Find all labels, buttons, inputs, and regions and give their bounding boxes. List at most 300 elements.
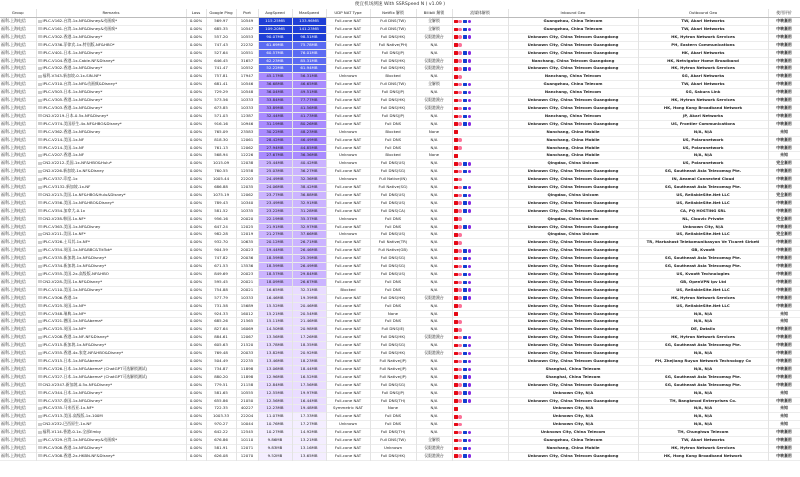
netflix-icon — [454, 107, 458, 111]
rating-cell: 中转套用 — [768, 73, 800, 81]
netflix-icon — [454, 59, 458, 63]
table-row[interactable] — [0, 239, 800, 247]
netflix-icon — [454, 439, 458, 443]
table-row[interactable] — [0, 326, 800, 334]
bilibili-icon — [458, 265, 462, 269]
loss-cell: 0.00% — [186, 215, 206, 223]
group-cell: 福利-上海电信 — [0, 112, 36, 120]
max-speed-cell: 21.46MB — [292, 318, 326, 326]
table-row[interactable] — [0, 57, 800, 65]
table-row[interactable] — [0, 365, 800, 373]
port-cell: 20021 — [236, 278, 258, 286]
max-speed-cell: 46.49MB — [292, 136, 326, 144]
port-cell: 10553 — [236, 33, 258, 41]
table-row[interactable] — [0, 191, 800, 199]
bilibili-cell: N/A — [416, 49, 452, 57]
table-row[interactable] — [0, 247, 800, 255]
table-row[interactable] — [0, 152, 800, 160]
bilibili-icon — [458, 99, 462, 103]
disney-icon — [463, 162, 467, 166]
rating-cell: 未知 — [768, 405, 800, 413]
streaming-icons-cell — [452, 247, 508, 255]
table-row[interactable] — [0, 381, 800, 389]
remarks-cell: IPLC-V337-泰国-1x-NF&Disney* — [36, 397, 186, 405]
table-row[interactable] — [0, 136, 800, 144]
netflix-cell: Full DNS — [370, 286, 416, 294]
column-header[interactable]: 流媒体解锁 — [452, 9, 508, 18]
bilibili-icon — [458, 209, 462, 213]
inbound-geo-cell: Nanchang, China Mobile — [508, 136, 638, 144]
remarks-cell: IPLC-V362-香港-1x-NF&Disney — [36, 128, 186, 136]
remarks-cell: IPLC-V325-英国-1x-NF* — [36, 326, 186, 334]
streaming-app-icon — [468, 281, 472, 285]
port-cell: 10635 — [236, 239, 258, 247]
group-cell: 福利-上海电信 — [0, 429, 36, 437]
port-cell: 12062 — [236, 191, 258, 199]
streaming-icons-cell — [452, 104, 508, 112]
nat-type-cell: Full-cone NAT — [326, 136, 370, 144]
table-row[interactable] — [0, 176, 800, 184]
flag-icon — [38, 99, 42, 102]
max-speed-cell: 20.46MB — [292, 302, 326, 310]
ping-cell: 681.41 — [206, 81, 236, 89]
bilibili-icon — [458, 162, 462, 166]
netflix-icon — [454, 75, 458, 79]
table-row[interactable] — [0, 437, 800, 445]
inbound-geo-cell: Unknown City, China Telecom Guangdong — [508, 184, 638, 192]
loss-cell: 0.00% — [186, 326, 206, 334]
inbound-geo-cell: Unknown City, China Telecom Guangdong — [508, 41, 638, 49]
loss-cell: 0.00% — [186, 255, 206, 263]
remarks-cell: IPLC-V356-美国-1x-NF&HBO&Disney* — [36, 199, 186, 207]
avg-speed-cell: 15.21MB — [258, 310, 292, 318]
outbound-geo-cell: CA, PQ HOSTING SRL — [638, 207, 768, 215]
outbound-geo-cell: TH, Chunghwa Telecom — [638, 429, 768, 437]
netflix-cell: Full DNS(US) — [370, 231, 416, 239]
max-speed-cell: 17.26MB — [292, 334, 326, 342]
table-row[interactable] — [0, 429, 800, 437]
netflix-cell: Full DNS(HK) — [370, 33, 416, 41]
table-row[interactable] — [0, 286, 800, 294]
ping-cell: 734.87 — [206, 365, 236, 373]
netflix-icon — [454, 383, 458, 387]
port-cell: 20033 — [236, 350, 258, 358]
max-speed-cell: 14.92MB — [292, 429, 326, 437]
bilibili-cell: N/A — [416, 89, 452, 97]
inbound-geo-cell: Nanchang, China Mobile — [508, 152, 638, 160]
rating-cell: 中转套用 — [768, 437, 800, 445]
table-row[interactable] — [0, 81, 800, 89]
disney-icon — [463, 51, 467, 55]
bilibili-icon — [458, 186, 462, 190]
rating-cell: 未知 — [768, 413, 800, 421]
streaming-app-icon — [468, 162, 472, 166]
loss-cell: 0.00% — [186, 389, 206, 397]
outbound-geo-cell: TW, Akari Networks — [638, 81, 768, 89]
outbound-geo-cell: HK, Hong Kong Broadband Network — [638, 104, 768, 112]
streaming-icons-cell — [452, 373, 508, 381]
column-header[interactable]: Netflix 解锁 — [370, 9, 416, 18]
column-header[interactable]: 使用评价 — [768, 9, 800, 18]
flag-icon — [38, 67, 42, 70]
rating-cell: 中转套用 — [768, 302, 800, 310]
ping-cell: 741.47 — [206, 65, 236, 73]
outbound-geo-cell: US, Polaranetwork — [638, 136, 768, 144]
netflix-icon — [454, 162, 458, 166]
netflix-icon — [454, 273, 458, 277]
max-speed-cell: 85.31MB — [292, 57, 326, 65]
loss-cell: 0.00% — [186, 302, 206, 310]
streaming-app-icon — [468, 375, 472, 379]
bilibili-icon — [458, 51, 462, 55]
table-row[interactable] — [0, 342, 800, 350]
port-cell: 12062 — [236, 144, 258, 152]
table-row[interactable] — [0, 263, 800, 271]
ping-cell: 642.22 — [206, 429, 236, 437]
table-row[interactable] — [0, 65, 800, 73]
loss-cell: 0.00% — [186, 397, 206, 405]
bilibili-icon — [458, 67, 462, 71]
outbound-geo-cell: SG, Sakura Link — [638, 89, 768, 97]
bilibili-cell: 仅限港澳台 — [416, 97, 452, 105]
bilibili-cell: N/A — [416, 223, 452, 231]
loss-cell: 0.00% — [186, 263, 206, 271]
remarks-cell: CN2-V232-巴西原生-1x-NF — [36, 421, 186, 429]
remarks-cell: IPLC-V355-美国-2x-高级版-NF&HBO — [36, 271, 186, 279]
streaming-icons-cell — [452, 381, 508, 389]
netflix-cell: Blocked — [370, 73, 416, 81]
nat-type-cell: Full-cone NAT — [326, 334, 370, 342]
nat-type-cell: Unknown — [326, 160, 370, 168]
flag-icon — [38, 106, 42, 109]
ping-cell: 754.88 — [206, 286, 236, 294]
flag-icon — [38, 407, 42, 410]
table-row[interactable] — [0, 25, 800, 33]
table-row[interactable] — [0, 207, 800, 215]
flag-icon — [38, 257, 42, 260]
max-speed-cell: 38.42MB — [292, 184, 326, 192]
disney-icon — [463, 368, 467, 372]
ping-cell: 904.59 — [206, 247, 236, 255]
column-header[interactable]: Remarks — [36, 9, 186, 18]
max-speed-cell: 36.27MB — [292, 168, 326, 176]
netflix-icon — [454, 336, 458, 340]
remarks-cell: IPLC-V315-新加坡-1x-NF&Disney* — [36, 342, 186, 350]
netflix-cell: Full Native(IN) — [370, 176, 416, 184]
table-row[interactable] — [0, 33, 800, 41]
table-row[interactable] — [0, 215, 800, 223]
flag-icon — [38, 201, 42, 204]
rating-cell: 中转套用 — [768, 104, 800, 112]
nat-type-cell: Unknown — [326, 128, 370, 136]
avg-speed-cell: 15.52MB — [258, 302, 292, 310]
column-header[interactable]: Inbound Geo — [508, 9, 638, 18]
avg-speed-cell: 18.59MB — [258, 263, 292, 271]
group-cell: 福利-上海电信 — [0, 342, 36, 350]
netflix-icon — [454, 257, 458, 261]
rating-cell: 中转套用 — [768, 97, 800, 105]
table-row[interactable] — [0, 168, 800, 176]
ping-cell: 1075.19 — [206, 191, 236, 199]
group-cell: 福利-上海电信 — [0, 405, 36, 413]
group-cell: 福利-上海电信 — [0, 41, 36, 49]
ping-cell: 581.52 — [206, 207, 236, 215]
rating-cell: 中转套用 — [768, 25, 800, 33]
remarks-cell: IPLC-V208-香港-1x-NF-NF&Disney* — [36, 334, 186, 342]
avg-speed-cell: 115.25MB — [258, 18, 292, 26]
flag-icon — [38, 383, 42, 386]
remarks-cell: IPLC-V3132-新加坡-1x-NF — [36, 184, 186, 192]
loss-cell: 0.00% — [186, 421, 206, 429]
column-header[interactable]: MaxSpeed — [292, 9, 326, 18]
table-row[interactable] — [0, 278, 800, 286]
streaming-icons-cell — [452, 231, 508, 239]
disney-icon — [463, 20, 467, 24]
netflix-icon — [454, 154, 458, 158]
loss-cell: 0.00% — [186, 444, 206, 452]
flag-icon — [38, 233, 42, 236]
nat-type-cell: Full-cone NAT — [326, 41, 370, 49]
flag-icon — [38, 304, 42, 307]
remarks-cell: IPLC-V305-香港-1x-NF&Disney* — [36, 97, 186, 105]
disney-icon — [463, 225, 467, 229]
flag-icon — [38, 336, 42, 339]
column-header[interactable]: Group — [0, 9, 36, 18]
flag-icon — [38, 130, 42, 133]
table-row[interactable] — [0, 318, 800, 326]
nat-type-cell: Full-cone NAT — [326, 33, 370, 41]
max-speed-cell: 18.23MB — [292, 357, 326, 365]
netflix-icon — [454, 454, 458, 458]
netflix-icon — [454, 296, 458, 300]
remarks-cell: IPLC-V354-加拿大-0.1x — [36, 207, 186, 215]
max-speed-cell: 16.44MB — [292, 397, 326, 405]
inbound-geo-cell: Unknown City, China Telecom Guangdong — [508, 223, 638, 231]
column-header[interactable]: Outbound Geo — [638, 9, 768, 18]
table-row[interactable] — [0, 357, 800, 365]
remarks-cell: IPLC-V308-香港-2x-HKBN-NF&Disney* — [36, 452, 186, 460]
inbound-geo-cell: Nanchang, China Telecom — [508, 73, 638, 81]
loss-cell: 0.00% — [186, 334, 206, 342]
group-cell: 福利-上海电信 — [0, 302, 36, 310]
bilibili-icon — [458, 217, 462, 221]
remarks-cell: 福利-V114-香港-0.1x-全部Emby — [36, 429, 186, 437]
table-row[interactable] — [0, 413, 800, 421]
table-row[interactable] — [0, 104, 800, 112]
netflix-cell: Full DNS — [370, 223, 416, 231]
nat-type-cell: Full-cone NAT — [326, 239, 370, 247]
bilibili-icon — [458, 20, 462, 24]
table-row[interactable] — [0, 373, 800, 381]
loss-cell: 0.00% — [186, 310, 206, 318]
avg-speed-cell: 23.77MB — [258, 191, 292, 199]
table-row[interactable] — [0, 89, 800, 97]
table-row[interactable] — [0, 310, 800, 318]
max-speed-cell: 13.21MB — [292, 437, 326, 445]
nat-type-cell: Full-cone NAT — [326, 413, 370, 421]
table-row[interactable] — [0, 184, 800, 192]
bilibili-cell: N/A — [416, 318, 452, 326]
max-speed-cell: 35.37MB — [292, 215, 326, 223]
loss-cell: 0.00% — [186, 231, 206, 239]
flag-icon — [38, 454, 42, 457]
netflix-cell: Blocked — [370, 152, 416, 160]
netflix-icon — [454, 122, 458, 126]
max-speed-cell: 41.73MB — [292, 112, 326, 120]
table-row[interactable] — [0, 49, 800, 57]
table-row[interactable] — [0, 73, 800, 81]
max-speed-cell: 61.94MB — [292, 65, 326, 73]
loss-cell: 0.00% — [186, 381, 206, 389]
streaming-app-icon — [468, 35, 472, 39]
avg-speed-cell: 61.69MB — [258, 41, 292, 49]
remarks-cell: IPLC-V161-台湾-1x-NF&Disney&动画疯* — [36, 25, 186, 33]
table-row[interactable] — [0, 421, 800, 429]
loss-cell: 0.00% — [186, 318, 206, 326]
ping-cell: 569.97 — [206, 18, 236, 26]
table-row[interactable] — [0, 350, 800, 358]
rating-cell: 中转套用 — [768, 112, 800, 120]
flag-icon — [38, 83, 42, 86]
outbound-geo-cell: US, ReliableSite.Net LLC — [638, 199, 768, 207]
table-row[interactable] — [0, 199, 800, 207]
table-row[interactable] — [0, 231, 800, 239]
inbound-geo-cell: Unknown City, China Telecom Guangdong — [508, 247, 638, 255]
loss-cell: 0.00% — [186, 437, 206, 445]
inbound-geo-cell: Unknown City, China Telecom Guangdong — [508, 326, 638, 334]
inbound-geo-cell: Unknown City, China Telecom Guangdong — [508, 310, 638, 318]
table-row[interactable] — [0, 334, 800, 342]
port-cell: 12025 — [236, 223, 258, 231]
outbound-geo-cell: N/A, N/A — [638, 389, 768, 397]
remarks-cell: CN2-V2219-日本-0.5x-NF&Disney* — [36, 112, 186, 120]
rating-cell: 中转套用 — [768, 18, 800, 26]
netflix-icon — [454, 201, 458, 205]
inbound-geo-cell: Nanchang, China Mobile — [508, 444, 638, 452]
outbound-geo-cell: TW, Akari Networks — [638, 25, 768, 33]
table-row[interactable] — [0, 271, 800, 279]
table-row[interactable] — [0, 255, 800, 263]
table-row[interactable] — [0, 389, 800, 397]
table-row[interactable] — [0, 97, 800, 105]
avg-speed-cell: 10.27MB — [258, 429, 292, 437]
netflix-cell: Full DNS — [370, 144, 416, 152]
group-cell: 福利-上海电信 — [0, 136, 36, 144]
column-header[interactable]: Loss — [186, 9, 206, 18]
netflix-cell: None — [370, 405, 416, 413]
bilibili-icon — [458, 146, 462, 150]
bilibili-icon — [458, 447, 462, 451]
outbound-geo-cell: US, ReliableSite.Net LLC — [638, 286, 768, 294]
loss-cell: 0.00% — [186, 247, 206, 255]
max-speed-cell: 17.27MB — [292, 421, 326, 429]
table-row[interactable] — [0, 120, 800, 128]
table-row[interactable] — [0, 405, 800, 413]
streaming-icons-cell — [452, 452, 508, 460]
bilibili-cell: N/A — [416, 302, 452, 310]
table-row[interactable] — [0, 444, 800, 452]
netflix-cell: Full DNS(US) — [370, 271, 416, 279]
max-speed-cell: 13.65MB — [292, 452, 326, 460]
rating-cell: 中转套用 — [768, 89, 800, 97]
outbound-geo-cell: SG, Southeast Asia Telecomsg Pte. — [638, 184, 768, 192]
port-cell: 10110 — [236, 437, 258, 445]
group-cell: 福利-上海电信 — [0, 357, 36, 365]
netflix-icon — [454, 399, 458, 403]
avg-speed-cell: 90.07MB — [258, 33, 292, 41]
rating-cell: 中转套用 — [768, 255, 800, 263]
ping-cell: 504.49 — [206, 357, 236, 365]
inbound-geo-cell: Unknown City, China Telecom Guangdong — [508, 65, 638, 73]
table-row[interactable] — [0, 452, 800, 460]
disney-icon — [463, 170, 467, 174]
table-row[interactable] — [0, 41, 800, 49]
rating-cell: 未知 — [768, 310, 800, 318]
avg-speed-cell: 27.67MB — [258, 152, 292, 160]
column-header[interactable]: Google Ping — [206, 9, 236, 18]
column-header[interactable]: Bilibili 解锁 — [416, 9, 452, 18]
streaming-icons-cell — [452, 389, 508, 397]
inbound-geo-cell: Unknown City, China Telecom Guangdong — [508, 278, 638, 286]
inbound-geo-cell: Qingdao, China Unicom — [508, 160, 638, 168]
group-cell: 福利-上海电信 — [0, 263, 36, 271]
table-row[interactable] — [0, 223, 800, 231]
table-row[interactable] — [0, 112, 800, 120]
avg-speed-cell: 23.49MB — [258, 199, 292, 207]
table-row[interactable] — [0, 18, 800, 26]
bilibili-icon — [458, 75, 462, 79]
table-row[interactable] — [0, 294, 800, 302]
table-row[interactable] — [0, 128, 800, 136]
ping-cell: 605.63 — [206, 342, 236, 350]
bilibili-cell: N/A — [416, 41, 452, 49]
inbound-geo-cell: Nanchang, China Telecom — [508, 112, 638, 120]
ping-cell: 884.61 — [206, 334, 236, 342]
column-header[interactable]: Port — [236, 9, 258, 18]
table-row[interactable] — [0, 302, 800, 310]
max-speed-cell: 141.23MB — [292, 25, 326, 33]
inbound-geo-cell: Unknown City, China Telecom Guangdong — [508, 168, 638, 176]
outbound-geo-cell: IN, Aeamal Connected Cloud — [638, 176, 768, 184]
ping-cell: 760.55 — [206, 168, 236, 176]
bilibili-cell: 全解锁 — [416, 81, 452, 89]
netflix-icon — [454, 91, 458, 95]
flag-icon — [38, 186, 42, 189]
bilibili-cell: 仅限港澳台 — [416, 33, 452, 41]
netflix-cell: Full Native(PH) — [370, 41, 416, 49]
disney-icon — [463, 439, 467, 443]
table-row[interactable] — [0, 397, 800, 405]
ping-cell: 818.30 — [206, 136, 236, 144]
netflix-cell: Full DNS — [370, 215, 416, 223]
nat-type-cell: Unknown — [326, 231, 370, 239]
column-header[interactable]: UDP NAT Type — [326, 9, 370, 18]
max-speed-cell: 16.52MB — [292, 373, 326, 381]
column-header[interactable]: AvgSpeed — [258, 9, 292, 18]
remarks-cell: IPLC-V310-台湾-1x-NF&动画疯&Disney* — [36, 81, 186, 89]
table-row[interactable] — [0, 160, 800, 168]
remarks-cell: IPLC-V315-日本-1x-NF&Abema* — [36, 357, 186, 365]
port-cell: 20020 — [236, 215, 258, 223]
results-body — [0, 18, 800, 461]
ping-cell: 595.45 — [206, 278, 236, 286]
remarks-cell: IPLC-V302-香港-1x-NF&Disney* — [36, 65, 186, 73]
flag-icon — [38, 178, 42, 181]
nat-type-cell: Full-cone NAT — [326, 223, 370, 231]
remarks-cell: IPLC-V327-日本-1x-NF&Abema* (ChatGPT可选解锁测试) — [36, 373, 186, 381]
table-row[interactable] — [0, 144, 800, 152]
remarks-cell: IPLC-V503-日本-1x-NF&Disney* — [36, 89, 186, 97]
